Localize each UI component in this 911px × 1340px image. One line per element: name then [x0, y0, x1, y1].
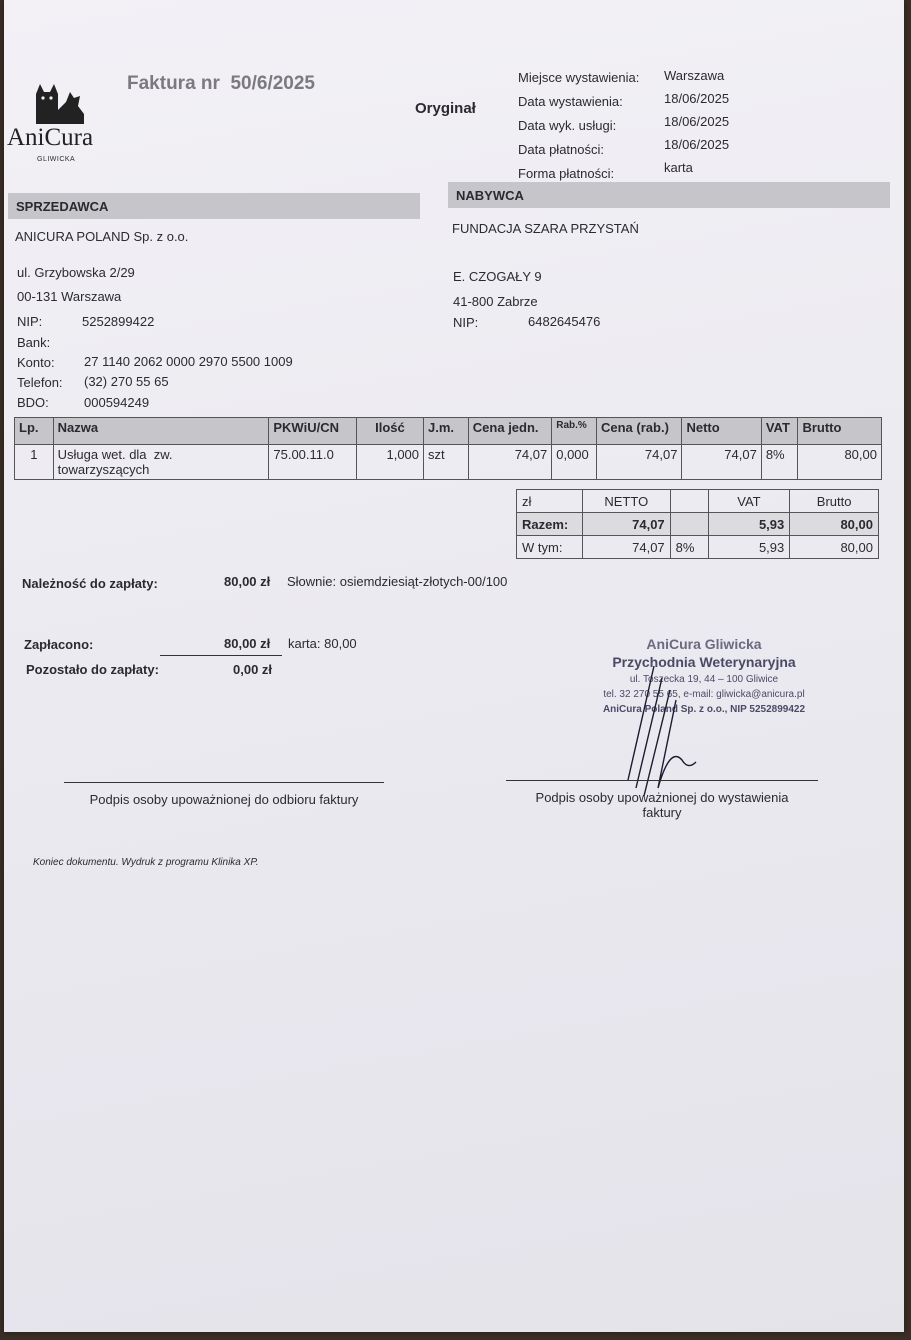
- meta-values: [664, 64, 729, 179]
- item-net: 74,07: [682, 445, 761, 480]
- seller-nip: 5252899422: [82, 314, 155, 329]
- col-header-lp: Lp.: [15, 418, 54, 445]
- logo-brand: AniCura: [7, 124, 94, 151]
- item-pkwiu: 75.00.11.0: [269, 445, 357, 480]
- invoice-title: Faktura nr 50/6/2025: [127, 73, 315, 94]
- items-header-row: [15, 418, 882, 445]
- due-amount: 80,00 zł: [224, 574, 271, 589]
- summary-incl-rate: 8%: [670, 536, 708, 559]
- seller-bank-label: Bank:: [17, 335, 51, 350]
- summary-total-vat: 5,93: [708, 513, 790, 536]
- remaining-label: Pozostało do zapłaty:: [26, 662, 159, 677]
- seller-phone: (32) 270 55 65: [84, 374, 169, 389]
- document-footer: Koniec dokumentu. Wydruk z programu Klinika XP.: [33, 857, 259, 868]
- meta-value-issue-date: 18/06/2025: [664, 91, 730, 106]
- buyer-street: E. CZOGAŁY 9: [453, 269, 542, 284]
- stamp-line2: Przychodnia Weterynaryjna: [612, 654, 796, 670]
- handwritten-signature: [614, 660, 704, 800]
- stamp-line5: AniCura Poland Sp. z o.o., NIP 5252899422: [602, 704, 806, 715]
- item-name-line2: towarzyszących: [57, 462, 150, 477]
- buyer-nip: 6482645476: [528, 314, 601, 329]
- item-lp: 1: [15, 445, 54, 480]
- col-header-pkwiu: PKWiU/CN: [269, 418, 357, 445]
- item-unit-price: 74,07: [468, 445, 551, 480]
- stamp-line1: AniCura Gliwicka: [646, 636, 762, 652]
- meta-value-payment-date: 18/06/2025: [664, 137, 730, 152]
- original-label: Oryginał: [415, 100, 476, 117]
- summary-incl-net: 74,07: [582, 536, 670, 559]
- item-name: [53, 445, 269, 480]
- buyer-heading-bar: [448, 182, 890, 208]
- paid-label: Zapłacono:: [24, 637, 94, 652]
- item-unit: szt: [424, 445, 469, 480]
- summary-total-label: Razem:: [517, 513, 583, 536]
- col-header-qty: Ilość: [356, 418, 423, 445]
- buyer-city: 41-800 Zabrze: [453, 294, 538, 309]
- paid-underline: [160, 655, 282, 656]
- summary-incl-label: W tym:: [517, 536, 583, 559]
- seller-account-label: Konto:: [17, 355, 55, 370]
- col-header-discounted-price: Cena (rab.): [597, 418, 682, 445]
- seller-street: ul. Grzybowska 2/29: [17, 265, 135, 280]
- buyer-heading: NABYWCA: [456, 188, 524, 203]
- summary-table: [516, 489, 879, 559]
- summary-header-vat: VAT: [708, 490, 790, 513]
- logo-subtitle: GLIWICKA: [37, 156, 76, 163]
- summary-header-blank: [670, 490, 708, 513]
- seller-city: 00-131 Warszawa: [17, 289, 122, 304]
- meta-labels: [518, 66, 639, 186]
- seller-name: ANICURA POLAND Sp. z o.o.: [15, 229, 189, 244]
- meta-label-issue-date: Data wystawienia:: [518, 94, 623, 109]
- stamp-line3: ul. Toszecka 19, 44 – 100 Gliwice: [629, 674, 779, 685]
- signature-line-left: [64, 782, 384, 783]
- summary-total-gross: 80,00: [790, 513, 879, 536]
- meta-label-place: Miejsce wystawienia:: [518, 70, 640, 85]
- summary-total-net: 74,07: [582, 513, 670, 536]
- summary-incl-gross: 80,00: [790, 536, 879, 559]
- col-header-name: Nazwa: [53, 418, 269, 445]
- seller-heading-bar: [8, 193, 420, 219]
- remaining-amount: 0,00 zł: [233, 662, 273, 677]
- seller-phone-label: Telefon:: [17, 375, 63, 390]
- summary-total-row: [517, 513, 879, 536]
- meta-value-payment-form: karta: [664, 160, 693, 175]
- col-header-unit-price: Cena jedn.: [468, 418, 551, 445]
- summary-header-gross: Brutto: [790, 490, 879, 513]
- summary-currency: zł: [517, 490, 583, 513]
- summary-total-blank: [670, 513, 708, 536]
- paid-method: karta: 80,00: [288, 636, 357, 651]
- seller-heading: SPRZEDAWCA: [16, 199, 109, 214]
- signature-label-left: Podpis osoby upoważnionej do odbioru faktury: [89, 792, 359, 807]
- col-header-discount: Rab.%: [552, 418, 597, 445]
- item-qty: 1,000: [356, 445, 423, 480]
- due-label: Należność do zapłaty:: [22, 576, 158, 591]
- summary-header-net: NETTO: [582, 490, 670, 513]
- meta-label-payment-form: Forma płatności:: [518, 166, 615, 181]
- signature-label-right-line2: faktury: [642, 805, 682, 820]
- summary-header-row: [517, 490, 879, 513]
- signature-line-right: [506, 780, 818, 781]
- company-stamp: [564, 636, 844, 715]
- signature-label-right-line1: Podpis osoby upoważnionej do wystawienia: [535, 790, 789, 805]
- buyer-nip-label: NIP:: [453, 315, 479, 330]
- seller-bdo-label: BDO:: [17, 395, 49, 410]
- summary-incl-row: [517, 536, 879, 559]
- item-discounted-price: 74,07: [597, 445, 682, 480]
- item-discount: 0,000: [552, 445, 597, 480]
- due-in-words: Słownie: osiemdziesiąt-złotych-00/100: [287, 574, 508, 589]
- col-header-gross: Brutto: [798, 418, 882, 445]
- seller-nip-label: NIP:: [17, 314, 43, 329]
- item-name-line1: Usługa wet. dla zw.: [57, 447, 173, 462]
- seller-bdo: 000594249: [84, 395, 150, 410]
- items-table: [14, 417, 882, 480]
- col-header-vat: VAT: [761, 418, 798, 445]
- item-gross: 80,00: [798, 445, 882, 480]
- col-header-net: Netto: [682, 418, 761, 445]
- invoice-paper: [4, 0, 904, 1332]
- meta-value-place: Warszawa: [664, 68, 725, 83]
- buyer-name: FUNDACJA SZARA PRZYSTAŃ: [452, 221, 639, 236]
- stamp-line4: tel. 32 270 55 65, e-mail: gliwicka@anicura.pl: [603, 689, 805, 700]
- cat-dog-logo-icon: [32, 80, 88, 126]
- paid-amount: 80,00 zł: [224, 636, 271, 651]
- meta-label-service-date: Data wyk. usługi:: [518, 118, 617, 133]
- meta-label-payment-date: Data płatności:: [518, 142, 604, 157]
- meta-value-service-date: 18/06/2025: [664, 114, 730, 129]
- seller-account: 27 1140 2062 0000 2970 5500 1009: [84, 354, 293, 369]
- table-row: [15, 445, 882, 480]
- summary-incl-vat: 5,93: [708, 536, 790, 559]
- col-header-unit: J.m.: [424, 418, 469, 445]
- signature-label-right: [506, 790, 818, 820]
- item-vat: 8%: [761, 445, 798, 480]
